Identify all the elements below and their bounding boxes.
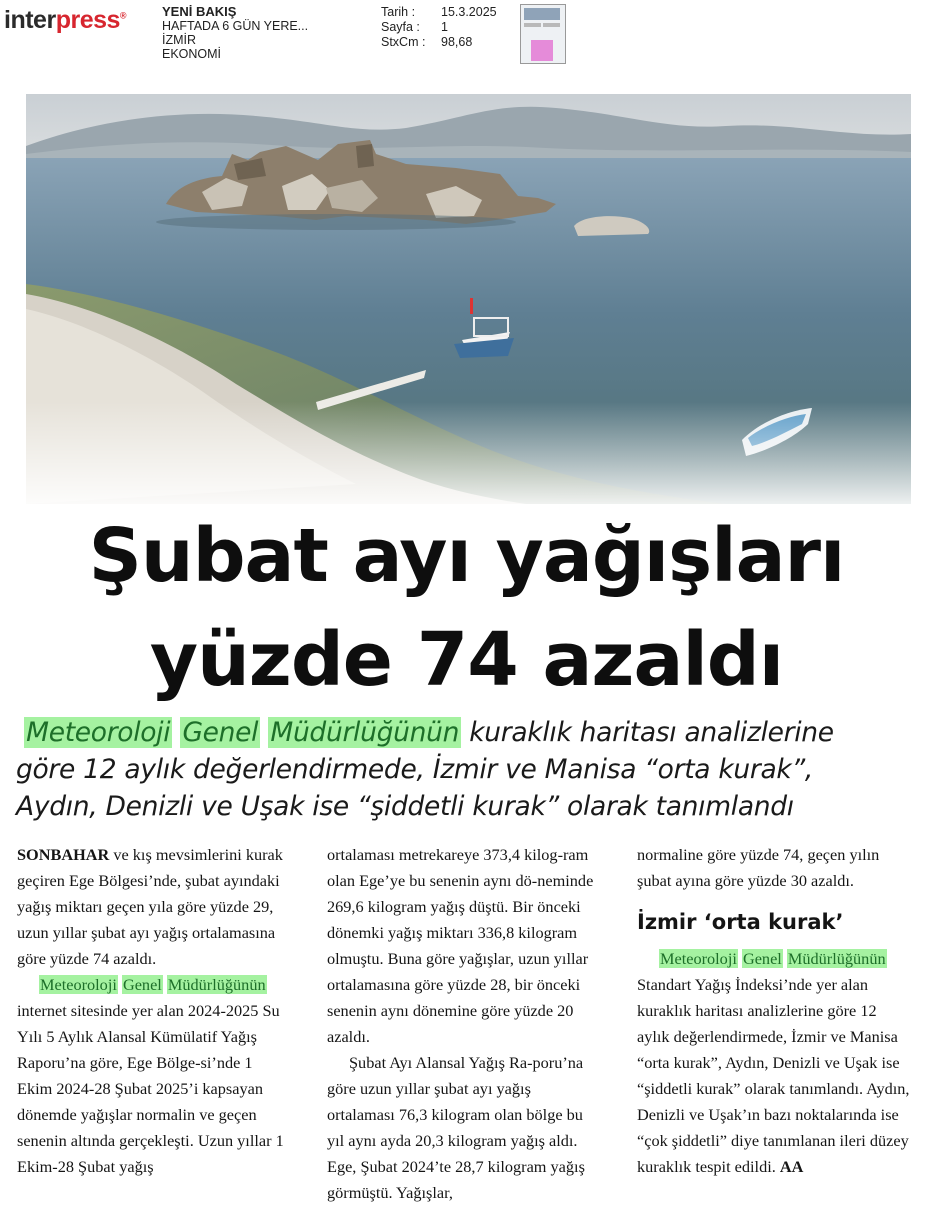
clipping-header xyxy=(0,0,933,68)
paragraph xyxy=(637,946,911,1180)
spot-text: kuraklık haritası analizlerine xyxy=(461,717,834,748)
date-value: 15.3.2025 xyxy=(441,5,497,19)
paragraph xyxy=(17,842,291,972)
highlight: Meteoroloji xyxy=(660,949,737,968)
spot-line xyxy=(16,714,921,751)
headline xyxy=(0,504,933,712)
thumbnail-text xyxy=(524,23,541,27)
highlight: Genel xyxy=(182,717,259,748)
page-value: 1 xyxy=(441,20,448,34)
publication-frequency: HAFTADA 6 GÜN YERE... xyxy=(162,19,309,33)
paragraph-text: Standart Yağış İndeksi’nde yer alan kuraklık haritası analizlerine göre 12 aylık değerlendirmede, İzmir ve Manisa “orta kurak”, Aydın, Denizli ve Uşak ise “şiddetli kurak” olarak tanımlandı. Aydın, Denizli ve Uşak’ın bazı noktalarında ise “çok şiddetli” diye tanımlanan ileri düzey kuraklık tespit edildi. xyxy=(637,975,910,1176)
thumbnail-photo xyxy=(524,8,560,20)
article-body xyxy=(17,842,913,1231)
spot-line: göre 12 aylık değerlendirmede, İzmir ve Manisa “orta kurak”, xyxy=(16,754,814,785)
lake-island-photo xyxy=(26,94,911,504)
highlight: Meteoroloji xyxy=(40,975,117,994)
highlight: Genel xyxy=(122,975,162,994)
spot-line: Aydın, Denizli ve Uşak ise “şiddetli kurak” olarak tanımlandı xyxy=(16,791,794,822)
headline-line: Şubat ayı yağışları xyxy=(88,513,845,599)
publication-city: İZMİR xyxy=(162,33,197,47)
article-spot xyxy=(16,714,921,825)
highlight: Müdürlüğünün xyxy=(270,717,460,748)
publication-name: YENİ BAKIŞ xyxy=(162,4,237,19)
lead-word: SONBAHAR xyxy=(17,845,110,864)
column-2 xyxy=(327,842,601,1231)
logo-accent: press xyxy=(55,6,120,34)
subheading: İzmir ‘orta kurak’ xyxy=(637,910,844,934)
publication-info xyxy=(162,5,308,61)
article-photo xyxy=(26,94,911,504)
paragraph: normaline göre yüzde 74, geçen yılın şubat ayına göre yüzde 30 azaldı. xyxy=(637,845,880,890)
column-1 xyxy=(17,842,291,1231)
size-value: 98,68 xyxy=(441,35,473,49)
interpress-logo xyxy=(4,6,126,35)
page-label: Sayfa : xyxy=(381,20,420,34)
column-3 xyxy=(637,842,911,1231)
paragraph: ortalaması metrekareye 373,4 kilog-ram olan Ege’ye bu senenin aynı dö-neminde 269,6 kilogram yağış düştü. Bir önceki dönemki yağış miktarı 336,8 kilogram olmuştu. Buna göre yağışlar, uzun yıllar ortalamasına göre yüzde 28, bir önceki senenin aynı dönemine göre yüzde 20 azaldı. xyxy=(327,845,594,1046)
publication-section: EKONOMİ xyxy=(162,47,222,61)
paragraph xyxy=(17,972,291,1180)
highlight: Meteoroloji xyxy=(26,717,171,748)
highlight: Genel xyxy=(742,949,782,968)
logo-registered: ® xyxy=(119,10,127,21)
page-thumbnail[interactable] xyxy=(520,4,566,64)
date-label: Tarih : xyxy=(381,5,416,19)
logo-main: inter xyxy=(4,6,56,34)
agency-signature: AA xyxy=(779,1157,804,1176)
highlight: Müdürlüğünün xyxy=(787,949,886,968)
highlight: Müdürlüğünün xyxy=(167,975,266,994)
clipping-meta xyxy=(381,5,497,50)
paragraph-text: internet sitesinde yer alan 2024-2025 Su Yılı 5 Aylık Alansal Kümülatif Yağış Raporu’na göre, Ege Bölge-si’nde 1 Ekim 2024-28 Şubat 2025’i kapsayan dönemde yağışlar normalin ve geçen senenin altında gerçekleşti. Uzun yıllar 1 Ekim-28 Şubat yağış xyxy=(17,1001,284,1176)
paragraph-text: ve kış mevsimlerini kurak geçiren Ege Bölgesi’nde, şubat ayındaki yağış miktarı geçen yıla göre yüzde 29, uzun yıllar şubat ayı yağış ortalamasına göre yüzde 74 azaldı. xyxy=(17,845,283,968)
size-label: StxCm : xyxy=(381,35,426,49)
thumbnail-highlight xyxy=(531,40,553,61)
paragraph: Şubat Ayı Alansal Yağış Ra-poru’na göre uzun yıllar şubat ayı yağış ortalaması 76,3 kilogram olan bölge bu yıl aynı ayda 20,3 kilogram yağış aldı. Ege, Şubat 2024’te 28,7 kilogram yağış görmüştü. Yağışlar, xyxy=(327,1053,585,1202)
headline-line: yüzde 74 azaldı xyxy=(149,617,784,703)
thumbnail-text xyxy=(543,23,560,27)
